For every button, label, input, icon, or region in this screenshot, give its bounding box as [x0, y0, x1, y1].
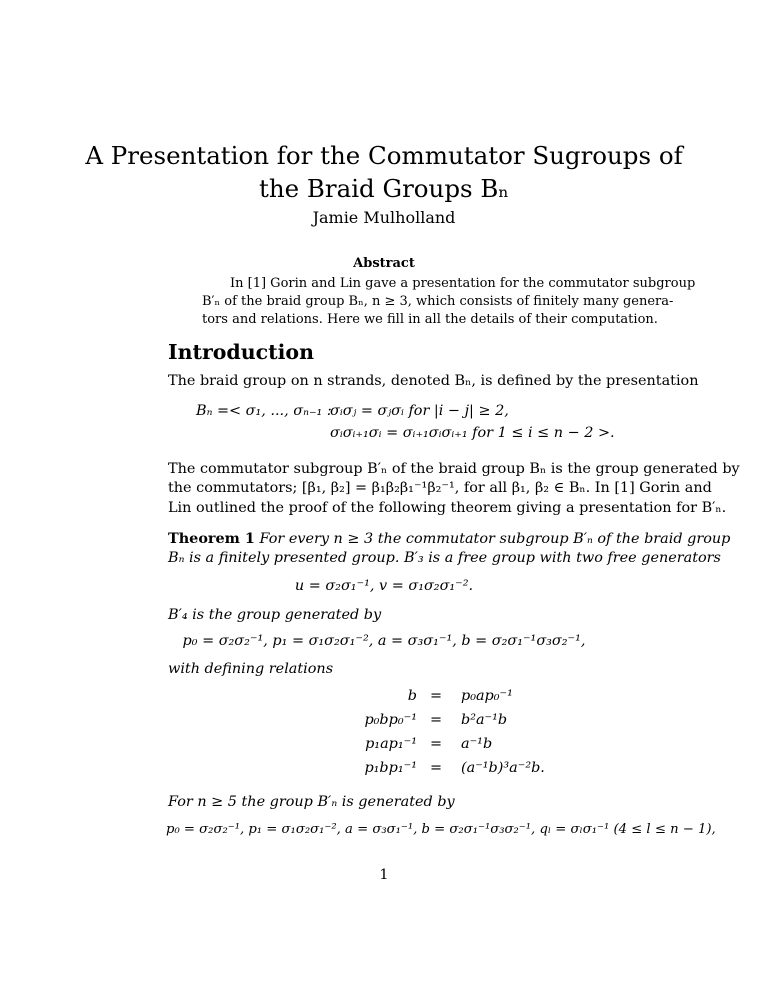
relation-lhs: p₀bp₀⁻¹	[364, 712, 417, 728]
relation-rhs: (a⁻¹b)³a⁻²b.	[461, 760, 545, 776]
abstract-line-1: In [1] Gorin and Lin gave a presentation for the commutator subgroup	[230, 276, 696, 291]
section-heading-introduction: Introduction	[168, 340, 314, 364]
b4-generators: p₀ = σ₂σ₂⁻¹, p₁ = σ₁σ₂σ₁⁻², a = σ₃σ₁⁻¹, b = σ₂σ₁⁻¹σ₃σ₂⁻¹,	[182, 633, 586, 649]
intro-paragraph-line-2: the commutators; [β₁, β₂] = β₁β₂β₁⁻¹β₂⁻¹, for all β₁, β₂ ∈ Bₙ. In [1] Gorin and	[168, 480, 712, 496]
theorem-line-2: Bₙ is a finitely presented group. B′₃ is a free group with two free generators	[168, 550, 721, 566]
relation-eq: =	[430, 760, 443, 776]
b4-intro-line: B′₄ is the group generated by	[168, 607, 382, 623]
relation-eq: =	[430, 688, 443, 704]
intro-line: The braid group on n strands, denoted Bₙ, is defined by the presentation	[168, 373, 699, 389]
presentation-lhs: Bₙ =< σ₁, ..., σₙ₋₁ :	[196, 403, 332, 419]
author-name: Jamie Mulholland	[312, 208, 456, 227]
theorem-statement-line-1: For every n ≥ 3 the commutator subgroup B′ₙ of the braid group	[259, 531, 731, 547]
page-number: 1	[379, 867, 389, 883]
relation-eq: =	[430, 736, 443, 752]
b3-generators: u = σ₂σ₁⁻¹, v = σ₁σ₂σ₁⁻².	[294, 578, 474, 594]
relation-eq: =	[430, 712, 443, 728]
relation-lhs: b	[407, 688, 417, 704]
relation-rhs: p₀ap₀⁻¹	[461, 688, 513, 704]
presentation-relation-1: σᵢσⱼ = σⱼσᵢ for |i − j| ≥ 2,	[330, 403, 509, 419]
relation-lhs: p₁ap₁⁻¹	[365, 736, 417, 752]
abstract-heading: Abstract	[353, 256, 415, 271]
n5-intro-line: For n ≥ 5 the group B′ₙ is generated by	[168, 794, 455, 810]
intro-paragraph-line-1: The commutator subgroup B′ₙ of the braid group Bₙ is the group generated by	[168, 461, 740, 477]
abstract-line-2: B′ₙ of the braid group Bₙ, n ≥ 3, which consists of finitely many genera-	[202, 294, 674, 309]
relation-rhs: b²a⁻¹b	[461, 712, 508, 728]
intro-paragraph-line-3: Lin outlined the proof of the following theorem giving a presentation for B′ₙ.	[168, 500, 727, 516]
theorem-label: Theorem 1	[168, 530, 255, 547]
relation-lhs: p₁bp₁⁻¹	[364, 760, 417, 776]
n5-generators: p₀ = σ₂σ₂⁻¹, p₁ = σ₁σ₂σ₁⁻², a = σ₃σ₁⁻¹, b = σ₂σ₁⁻¹σ₃σ₂⁻¹, qₗ = σₗσ₁⁻¹ (4 ≤ l ≤ n − 1),	[166, 822, 716, 837]
theorem-line-1	[168, 530, 730, 548]
paper-title-line-1: A Presentation for the Commutator Sugroups of	[85, 141, 683, 170]
abstract-line-3: tors and relations. Here we fill in all the details of their computation.	[202, 312, 658, 327]
presentation-relation-2: σᵢσᵢ₊₁σᵢ = σᵢ₊₁σᵢσᵢ₊₁ for 1 ≤ i ≤ n − 2 >.	[330, 425, 615, 441]
relation-rhs: a⁻¹b	[461, 736, 493, 752]
relations-intro-line: with defining relations	[168, 661, 334, 677]
paper-title-line-2: the Braid Groups Bₙ	[258, 174, 509, 203]
